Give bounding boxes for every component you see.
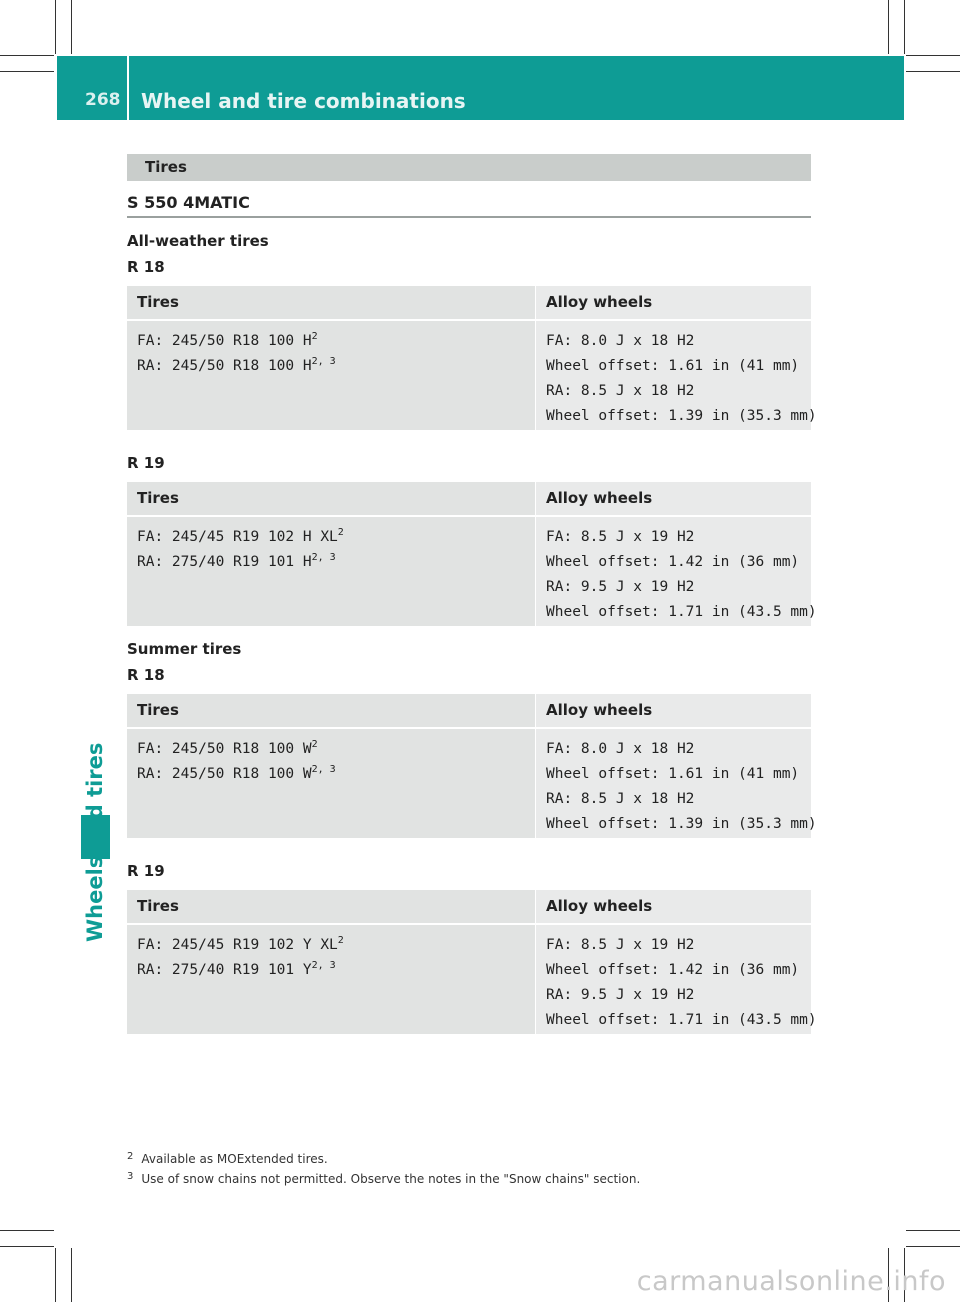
footnote-ref: 2, 3: [311, 552, 336, 563]
crop-mark: [0, 1246, 54, 1247]
tires-cell: [127, 517, 535, 626]
footnote-ref: 2, 3: [311, 960, 336, 971]
footnote-ref: 2: [311, 739, 318, 750]
crop-mark: [0, 55, 54, 56]
page-number: 268: [85, 90, 121, 110]
wheel-spec: Wheel offset: 1.42 in (36 mm): [546, 554, 800, 570]
wheels-cell: [536, 925, 817, 1034]
page-title: Wheel and tire combinations: [141, 89, 466, 113]
col-header-wheels: Alloy wheels: [536, 482, 811, 515]
wheels-cell: [536, 517, 817, 626]
crop-mark: [0, 71, 54, 72]
crop-mark: [906, 1246, 960, 1247]
footnote-ref: 2: [311, 331, 318, 342]
size-label: R 18: [127, 258, 165, 276]
col-header-tires: Tires: [127, 286, 535, 319]
crop-mark: [71, 1248, 72, 1302]
crop-mark: [906, 71, 960, 72]
wheels-cell: [536, 321, 817, 430]
wheel-spec: Wheel offset: 1.61 in (41 mm): [546, 358, 800, 374]
model-title: S 550 4MATIC: [127, 193, 250, 212]
wheel-spec: RA: 9.5 J x 19 H2: [546, 987, 695, 1003]
wheel-spec: Wheel offset: 1.71 in (43.5 mm): [546, 1012, 817, 1028]
tire-table: [127, 890, 817, 1034]
wheel-spec: FA: 8.5 J x 19 H2: [546, 529, 695, 545]
tires-cell: [127, 321, 535, 430]
crop-mark: [71, 0, 72, 54]
tire-spec: FA: 245/45 R19 102 Y $XL^2$: [137, 935, 344, 953]
footnote-ref: 2: [337, 527, 344, 538]
wheel-spec: RA: 9.5 J x 19 H2: [546, 579, 695, 595]
tire-spec: FA: 245/50 R18 100 $W^2$: [137, 739, 318, 757]
size-label: R 19: [127, 862, 165, 880]
crop-mark: [55, 1248, 56, 1302]
crop-mark: [904, 0, 905, 54]
tire-spec: RA: 275/40 R19 101 Y$^{2, 3}$: [137, 960, 336, 978]
tire-spec: RA: 245/50 R18 100 H$^{2, 3}$: [137, 356, 336, 374]
chapter-side-tab: [81, 590, 109, 780]
section-heading-bar: [127, 154, 811, 181]
wheels-cell: [536, 729, 817, 838]
footnote-ref: 2, 3: [311, 356, 336, 367]
category-label: All-weather tires: [127, 232, 269, 250]
tire-table: [127, 286, 817, 430]
header-divider: [127, 56, 129, 120]
crop-mark: [55, 0, 56, 54]
chapter-marker-block: [81, 815, 110, 859]
tire-table: [127, 694, 817, 838]
crop-mark: [906, 55, 960, 56]
size-label: R 18: [127, 666, 165, 684]
footnotes: [127, 1148, 640, 1188]
crop-mark: [888, 0, 889, 54]
wheel-spec: RA: 8.5 J x 18 H2: [546, 383, 695, 399]
col-header-wheels: Alloy wheels: [536, 286, 811, 319]
tire-spec: FA: 245/45 R19 102 H $XL^2$: [137, 527, 344, 545]
crop-mark: [906, 1230, 960, 1231]
wheel-spec: FA: 8.5 J x 19 H2: [546, 937, 695, 953]
tire-spec: RA: 275/40 R19 101 H$^{2, 3}$: [137, 552, 336, 570]
size-label: R 19: [127, 454, 165, 472]
col-header-tires: Tires: [127, 694, 535, 727]
wheel-spec: FA: 8.0 J x 18 H2: [546, 333, 695, 349]
col-header-tires: Tires: [127, 890, 535, 923]
wheel-spec: Wheel offset: 1.39 in (35.3 mm): [546, 408, 817, 424]
col-header-wheels: Alloy wheels: [536, 890, 811, 923]
col-header-tires: Tires: [127, 482, 535, 515]
footnote-ref: 2: [337, 935, 344, 946]
tire-spec: RA: 245/50 R18 100 W$^{2, 3}$: [137, 764, 336, 782]
tire-table: [127, 482, 817, 626]
crop-mark: [0, 1230, 54, 1231]
wheel-spec: RA: 8.5 J x 18 H2: [546, 791, 695, 807]
model-title-rule: [127, 216, 811, 218]
wheel-spec: Wheel offset: 1.71 in (43.5 mm): [546, 604, 817, 620]
category-label: Summer tires: [127, 640, 242, 658]
wheel-spec: Wheel offset: 1.39 in (35.3 mm): [546, 816, 817, 832]
tire-spec: FA: 245/50 R18 100 $H^2$: [137, 331, 318, 349]
footnote-ref: 2, 3: [311, 764, 336, 775]
wheel-spec: Wheel offset: 1.61 in (41 mm): [546, 766, 800, 782]
tires-cell: [127, 925, 535, 1034]
col-header-wheels: Alloy wheels: [536, 694, 811, 727]
footnote: $^3$ Use of snow chains not permitted. Observe the notes in the "Snow chains" section.: [127, 1171, 641, 1186]
tires-cell: [127, 729, 535, 838]
wheel-spec: FA: 8.0 J x 18 H2: [546, 741, 695, 757]
wheel-spec: Wheel offset: 1.42 in (36 mm): [546, 962, 800, 978]
footnote: $^2$ Available as MOExtended tires.: [127, 1151, 328, 1166]
section-heading: Tires: [145, 158, 187, 176]
watermark: carmanualsonline.info: [636, 1266, 946, 1297]
